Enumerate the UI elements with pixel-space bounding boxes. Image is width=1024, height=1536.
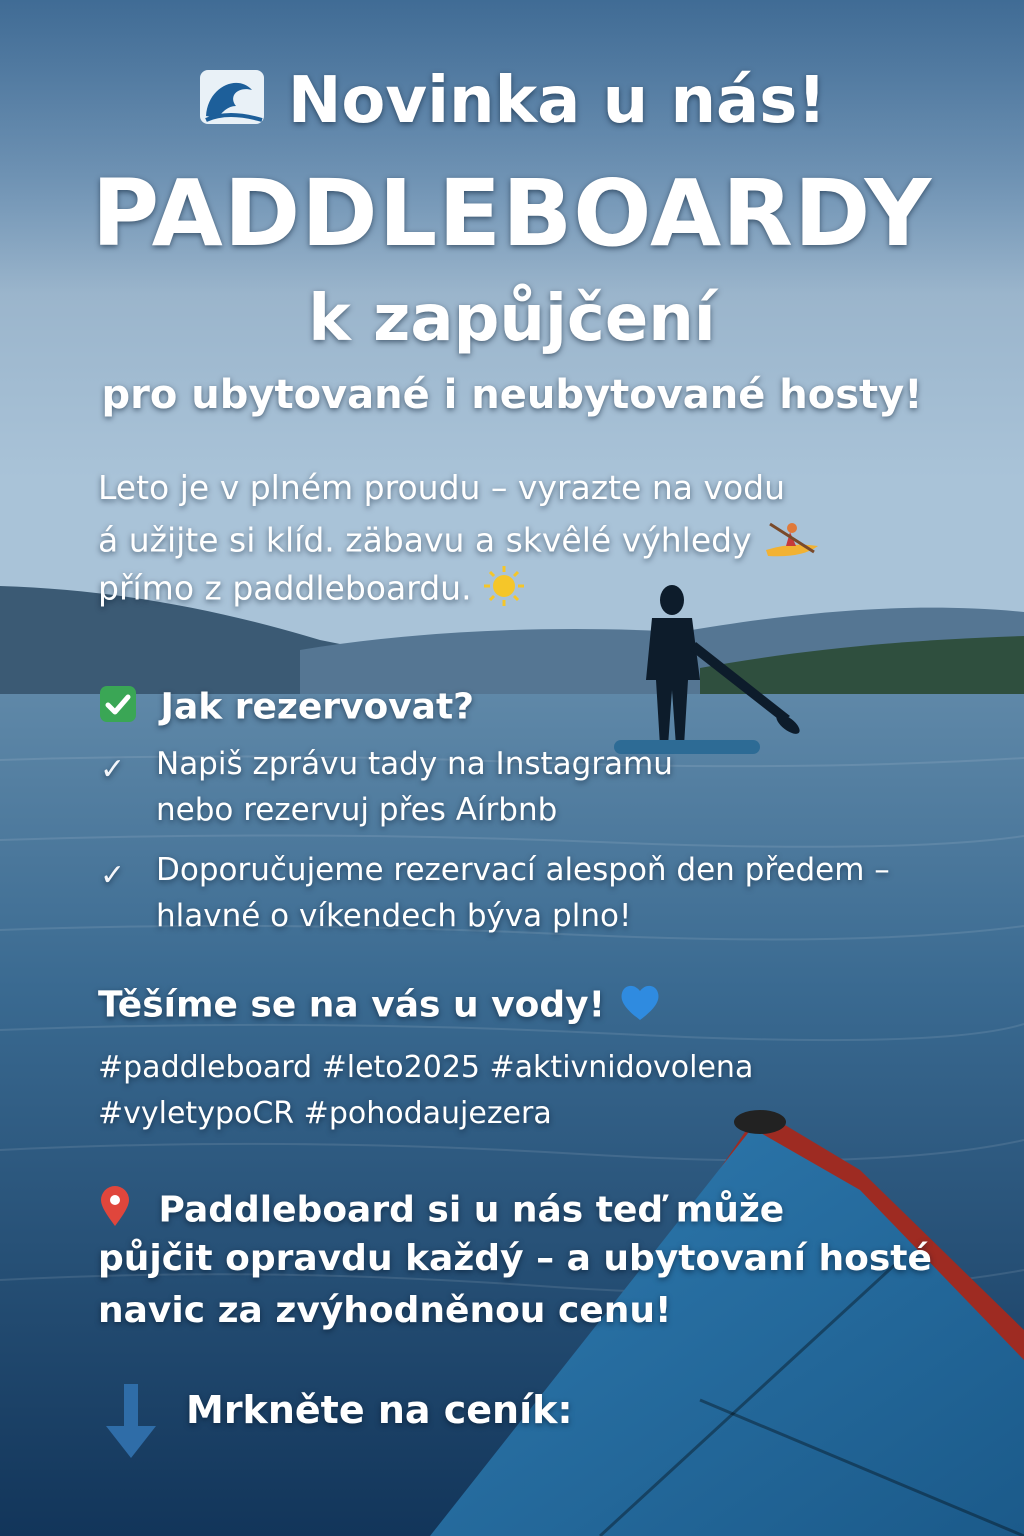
pin-icon xyxy=(98,1186,132,1237)
check-mark-icon: ✓ xyxy=(100,752,126,787)
hashtags-line-1: #paddleboard #leto2025 #aktivnidovolena xyxy=(98,1050,754,1085)
promo-line-1-text: Paddleboard si u nás teď může xyxy=(158,1189,785,1231)
step-2-line-1: Doporučujeme rezervací alespoň den předem – xyxy=(156,852,890,888)
pricing-text: Mrkněte na ceník: xyxy=(186,1388,573,1432)
reservation-heading xyxy=(98,684,474,733)
promo-line-1 xyxy=(98,1186,784,1237)
closing-text: Těšíme se na vás u vody! xyxy=(98,984,605,1026)
intro-line-3-text: přímo z paddleboardu. xyxy=(98,568,472,608)
intro-line-3 xyxy=(98,564,526,616)
step-2-line-2: hlavné o víkendech býva plno! xyxy=(156,898,632,934)
promo-line-3: navic za zvýhodněnou cenu! xyxy=(98,1290,672,1331)
intro-line-2-text: á užijte si klíd. zäbavu a skvêlé výhledy xyxy=(98,520,752,560)
blue-heart-icon xyxy=(618,982,662,1031)
intro-line-1: Leto je v plném proudu – vyrazte na vodu xyxy=(98,468,786,507)
closing-line xyxy=(98,982,662,1031)
check-box-icon xyxy=(98,684,138,733)
step-1-line-2: nebo rezervuj přes Aírbnb xyxy=(156,792,558,828)
down-arrow-icon xyxy=(104,1384,158,1464)
audience-text: pro ubytované i neubytované hosty! xyxy=(101,372,923,418)
wave-icon xyxy=(198,66,266,142)
check-mark-icon: ✓ xyxy=(100,858,126,893)
promo-line-2: půjčit opravdu každý – a ubytovaní hosté xyxy=(98,1238,932,1279)
subtitle: k zapůjčení xyxy=(308,282,716,356)
page-title: PADDLEBOARDY xyxy=(91,160,933,267)
novinka-text: Novinka u nás! xyxy=(287,64,827,138)
hashtags-line-2: #vyletypoCR #pohodaujezera xyxy=(98,1096,552,1131)
novinka-heading xyxy=(0,64,1024,142)
intro-line-2 xyxy=(98,516,822,568)
reservation-heading-text: Jak rezervovat? xyxy=(160,686,475,728)
step-1-line-1: Napiš zprávu tady na Instagramu xyxy=(156,746,673,782)
kayak-emoji xyxy=(762,516,822,568)
sun-emoji xyxy=(482,564,526,616)
